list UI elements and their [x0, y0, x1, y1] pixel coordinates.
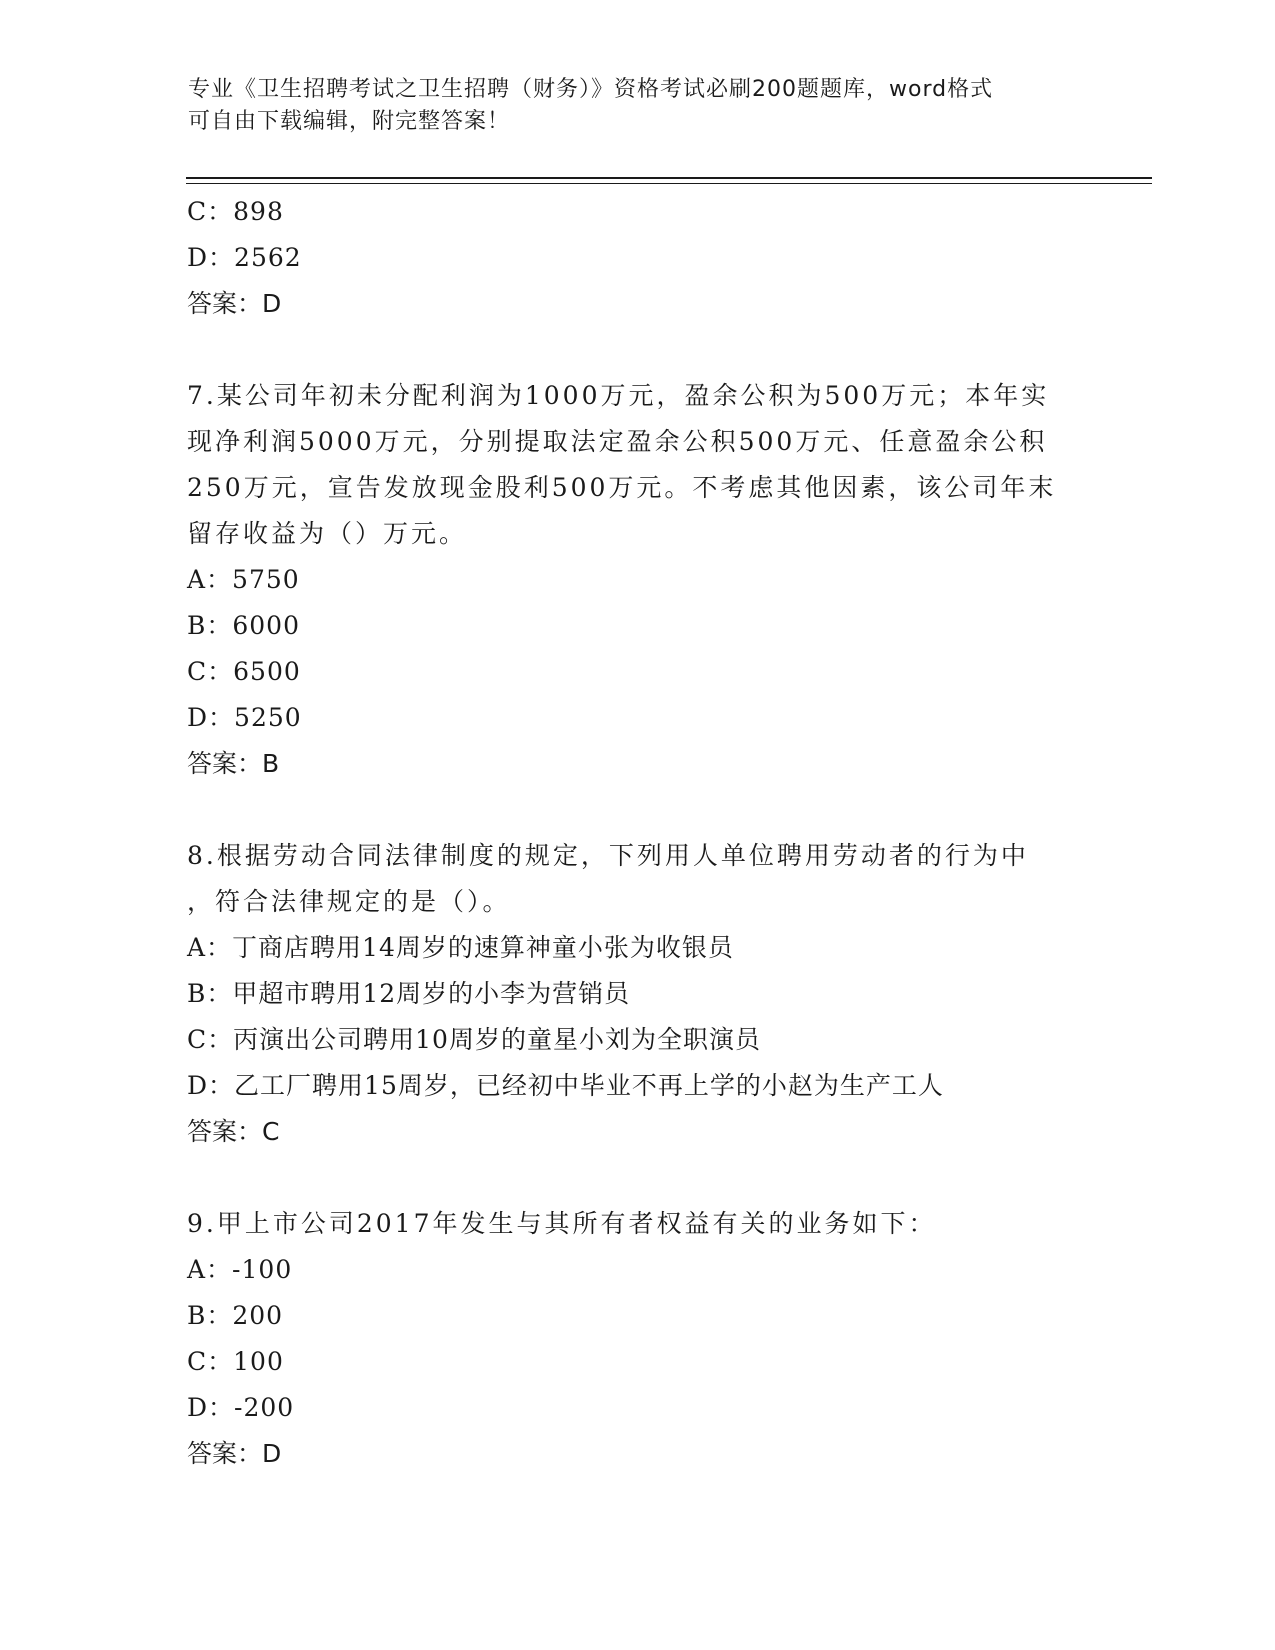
header-divider-thin	[186, 183, 1152, 184]
spacer	[187, 327, 1087, 373]
question-text: 7.某公司年初未分配利润为1000万元，盈余公积为500万元；本年实 现净利润5000万元，分别提取法定盈余公积500万元、任意盈余公积 250万元，宣告发放现金股利500万元。不考虑其他因素，该公司年末 留存收益为（）万元。	[187, 381, 1057, 548]
option-a: A：5750	[187, 565, 300, 594]
spacer	[187, 1155, 1087, 1201]
option-a: A：-100	[187, 1255, 293, 1284]
answer: 答案：B	[187, 749, 280, 778]
option-d: D：乙工厂聘用15周岁，已经初中毕业不再上学的小赵为生产工人	[187, 1071, 944, 1100]
option-c: C：6500	[187, 657, 301, 686]
question-6-tail	[187, 189, 1087, 327]
option-d: D：2562	[187, 243, 302, 272]
question-7	[187, 373, 1087, 787]
question-text: 9.甲上市公司2017年发生与其所有者权益有关的业务如下：	[187, 1209, 937, 1238]
answer: 答案：C	[187, 1117, 280, 1146]
document-header	[188, 74, 1068, 138]
option-c: C：898	[187, 197, 284, 226]
option-d: D：5250	[187, 703, 302, 732]
question-text: 8.根据劳动合同法律制度的规定，下列用人单位聘用劳动者的行为中 ，符合法律规定的是（）。	[187, 841, 1029, 916]
option-c: C：100	[187, 1347, 284, 1376]
option-d: D：-200	[187, 1393, 295, 1422]
option-b: B：6000	[187, 611, 300, 640]
spacer	[187, 787, 1087, 833]
answer: 答案：D	[187, 289, 282, 318]
option-b: B：200	[187, 1301, 284, 1330]
option-c: C：丙演出公司聘用10周岁的童星小刘为全职演员	[187, 1025, 761, 1054]
option-b: B：甲超市聘用12周岁的小李为营销员	[187, 979, 631, 1008]
header-title-line-1: 专业《卫生招聘考试之卫生招聘（财务）》资格考试必刷200题题库，word格式	[188, 77, 994, 102]
question-8	[187, 833, 1087, 1155]
question-9	[187, 1201, 1087, 1477]
answer: 答案：D	[187, 1439, 282, 1468]
header-title-line-2: 可自由下载编辑，附完整答案！	[188, 109, 511, 134]
header-divider-thick	[186, 177, 1152, 179]
option-a: A：丁商店聘用14周岁的速算神童小张为收银员	[187, 933, 734, 962]
question-list	[187, 189, 1087, 1477]
